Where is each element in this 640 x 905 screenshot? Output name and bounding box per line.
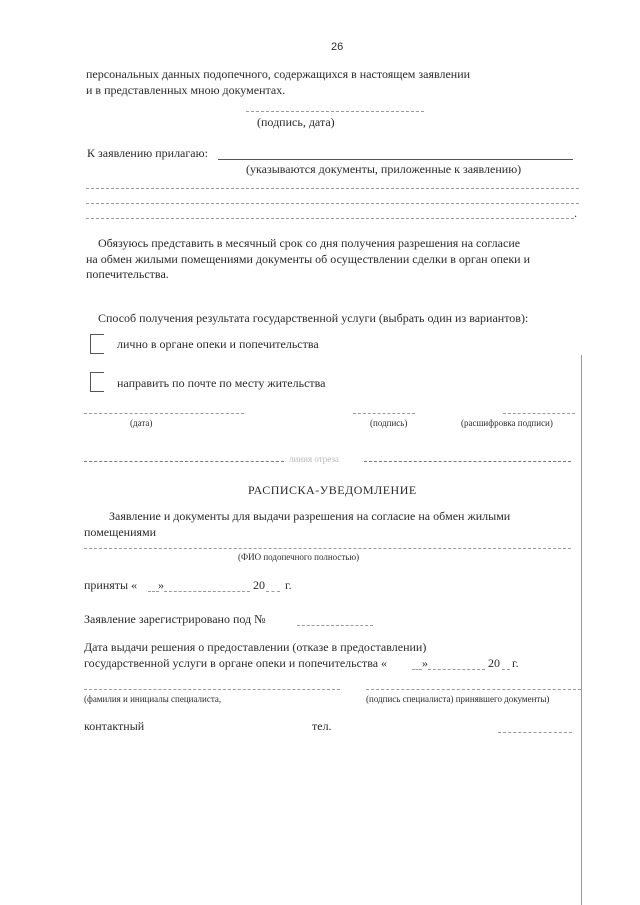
page-number: 26 [331,41,344,53]
specialist-name-line [84,689,340,690]
attachments-end-mark: . [574,206,577,220]
decoding-caption: (расшифровка подписи) [461,418,553,428]
accepted-month-line [164,591,250,592]
accepted-year: 20 [253,578,265,592]
issue-year-line [502,669,510,670]
pledge-line-1: Обязуюсь представить в месячный срок со дня получения разрешения на согласие [98,236,521,250]
issue-month-line [428,669,485,670]
registered-label: Заявление зарегистрировано под № [84,612,266,626]
option-by-mail-checkbox[interactable] [90,372,104,392]
option-by-mail-label: направить по почте по месту жительства [117,376,326,390]
contact-label: контактный [84,719,145,733]
date-caption: (дата) [130,418,153,428]
cut-line-text: линия отреза [289,454,339,464]
attachments-blank-line-2 [86,203,579,204]
option-in-person-label: лично в органе опеки и попечительства [117,337,319,351]
pledge-line-2: на обмен жилыми помещениями документы об осуществлении сделки в орган опеки и [86,252,531,266]
attachments-blank-line-1 [86,188,579,189]
specialist-caption: (фамилия и инициалы специалиста, [84,694,222,704]
date-line [84,413,244,414]
option-in-person-checkbox[interactable] [90,334,104,354]
fio-caption: (ФИО подопечного полностью) [238,552,360,562]
attachments-caption: (указываются документы, приложенные к заявлению) [246,162,522,176]
issue-day-line [412,669,422,670]
phone-label: тел. [312,719,332,733]
attachments-label: К заявлению прилагаю: [87,146,208,160]
issue-line-2: государственной услуги в органе опеки и попечительства « [84,656,388,670]
specialist-sign-caption: (подпись специалиста) принявшего документы) [366,694,550,704]
accepted-prefix: приняты « [84,578,138,592]
issue-year: 20 [488,656,500,670]
signature-date-line [246,111,424,112]
fio-line [84,548,571,549]
issue-suffix: г. [512,656,519,670]
cut-line-right [364,461,571,462]
scan-edge-line [581,355,582,905]
accepted-year-line [266,591,280,592]
attachments-line [218,159,573,160]
method-heading: Способ получения результата государственной услуги (выбрать один из вариантов): [98,311,529,325]
signature-caption: (подпись) [370,418,408,428]
receipt-intro-line-2: помещениями [84,525,157,539]
phone-line [498,732,572,733]
signature-line [353,413,415,414]
consent-line-1: персональных данных подопечного, содержащихся в настоящем заявлении [86,67,471,81]
registered-number-line [297,625,373,626]
attachments-blank-line-3 [86,218,574,219]
issue-mid: » [422,656,428,670]
signature-date-caption: (подпись, дата) [257,115,335,129]
consent-line-2: и в представленных мною документах. [86,83,286,97]
pledge-line-3: попечительства. [86,267,169,281]
receipt-title: РАСПИСКА-УВЕДОМЛЕНИЕ [248,483,417,497]
specialist-sign-line [366,689,581,690]
accepted-suffix: г. [285,578,292,592]
decoding-line [503,413,575,414]
accepted-mid: » [158,578,164,592]
receipt-intro-line-1: Заявление и документы для выдачи разрешения на согласие на обмен жилыми [109,509,511,523]
cut-line-left [84,461,284,462]
issue-line-1: Дата выдачи решения о предоставлении (отказе в предоставлении) [84,640,427,654]
